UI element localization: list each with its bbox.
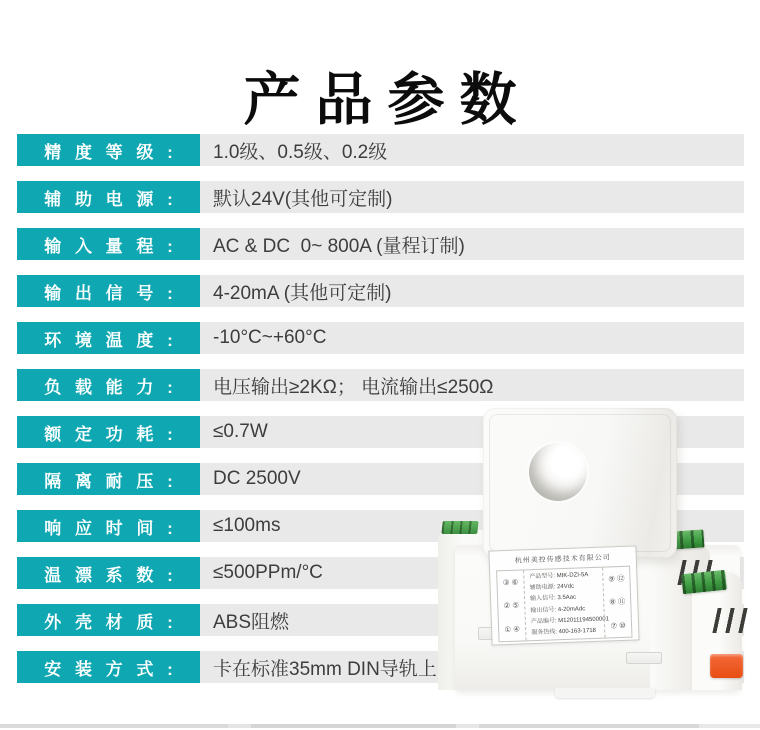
param-label: 隔 离 耐 压 : [17,463,200,495]
product-photo [430,400,760,700]
spec-key: 产品编号: [530,618,557,625]
device-spec-row [531,628,601,636]
device-spec-row [530,616,610,625]
param-value: 默认24V(其他可定制) [200,181,744,213]
spec-value: 4-20mAdc [557,605,586,613]
param-value: -10°C~+60°C [200,322,744,354]
param-label: 响 应 时 间 : [17,510,200,542]
terminal-number: ⑩ [618,620,626,630]
spec-value: MIK-DZI-5A [556,572,589,580]
terminal-number: ⑤ [512,600,520,611]
terminal-number: ⑥ [511,577,519,587]
param-value: DC 2500V [200,463,744,495]
vent-slots-lower-icon [712,608,747,633]
device-spec-row [529,572,599,580]
terminal-number: ⑨ [608,574,616,584]
param-label: 安 装 方 式 : [17,651,200,683]
terminal-number: ⑪ [617,597,626,607]
param-value: 卡在标准35mm DIN导轨上 [200,651,744,683]
terminal-pair [503,602,519,610]
terminal-number: ⑫ [616,573,625,584]
section-divider [0,724,760,728]
param-value: AC & DC 0~ 800A (量程订制) [200,228,744,260]
param-value: ≤0.7W [200,416,744,448]
terminal-number: ④ [512,624,521,634]
device-label-panel [488,545,639,645]
spec-key: 输入信号: [530,595,556,603]
spec-value: 24Vdc [556,583,575,591]
param-label: 精 度 等 级 : [17,134,200,166]
param-row [0,181,760,213]
spec-key: 输出信号: [530,606,557,614]
spec-key: 辅助电源: [529,584,556,592]
din-clip-orange-icon [710,654,743,678]
param-row [0,275,760,307]
param-label: 温 漂 系 数 : [17,557,200,589]
device-spec-row [530,605,600,613]
terminal-pair [608,575,624,583]
param-label: 外 壳 材 质 : [17,604,200,636]
spec-value: 400-163-1718 [558,627,597,636]
device-spec-row [530,583,600,591]
param-row [0,369,760,401]
param-value: 电压输出≥2KΩ； 电流输出≤250Ω [200,369,744,401]
param-label: 输 入 量 程 : [17,228,200,260]
device-company-name: 杭州美控传感技术有限公司 [514,554,611,565]
device-spec-list [524,568,610,641]
param-label: 环 境 温 度 : [17,322,200,354]
param-label: 输 出 信 号 : [17,275,200,307]
device-spec-row [530,594,600,602]
spec-key: 产品型号: [529,573,556,581]
terminal-pair [503,578,519,586]
param-value: ABS阻燃 [200,604,744,636]
terminal-pair [610,621,626,629]
spec-value: M12011194500001 [558,616,610,624]
param-value: 1.0级、0.5级、0.2级 [200,134,744,166]
terminal-column-right [602,567,631,638]
param-value: ≤100ms [200,510,744,542]
device-label-grid [496,566,632,643]
sensor-head [483,408,677,558]
terminal-pair [504,625,520,633]
terminal-column-left [497,570,526,641]
param-row [0,322,760,354]
param-label: 辅 助 电 源 : [17,181,200,213]
param-label: 负 载 能 力 : [17,369,200,401]
din-rail-foot [555,688,655,698]
param-row [0,228,760,260]
left-terminal-block-icon [441,521,478,534]
terminal-number: ② [503,601,511,611]
terminal-pair [609,598,625,606]
terminal-number: ③ [502,577,510,588]
param-value: ≤500PPm/°C [200,557,744,589]
param-label: 额 定 功 耗 : [17,416,200,448]
sensor-aperture-hole [529,443,587,501]
param-value: 4-20mA (其他可定制) [200,275,744,307]
terminal-number: ⑦ [610,620,618,630]
page-title: 产品参数 [243,68,532,133]
din-handle [626,652,662,664]
terminal-number: ① [504,624,512,634]
terminal-number: ⑧ [608,597,617,607]
param-row [0,134,760,166]
spec-key: 服务热线: [531,629,558,637]
spec-value: 3.5Aac [557,594,577,602]
